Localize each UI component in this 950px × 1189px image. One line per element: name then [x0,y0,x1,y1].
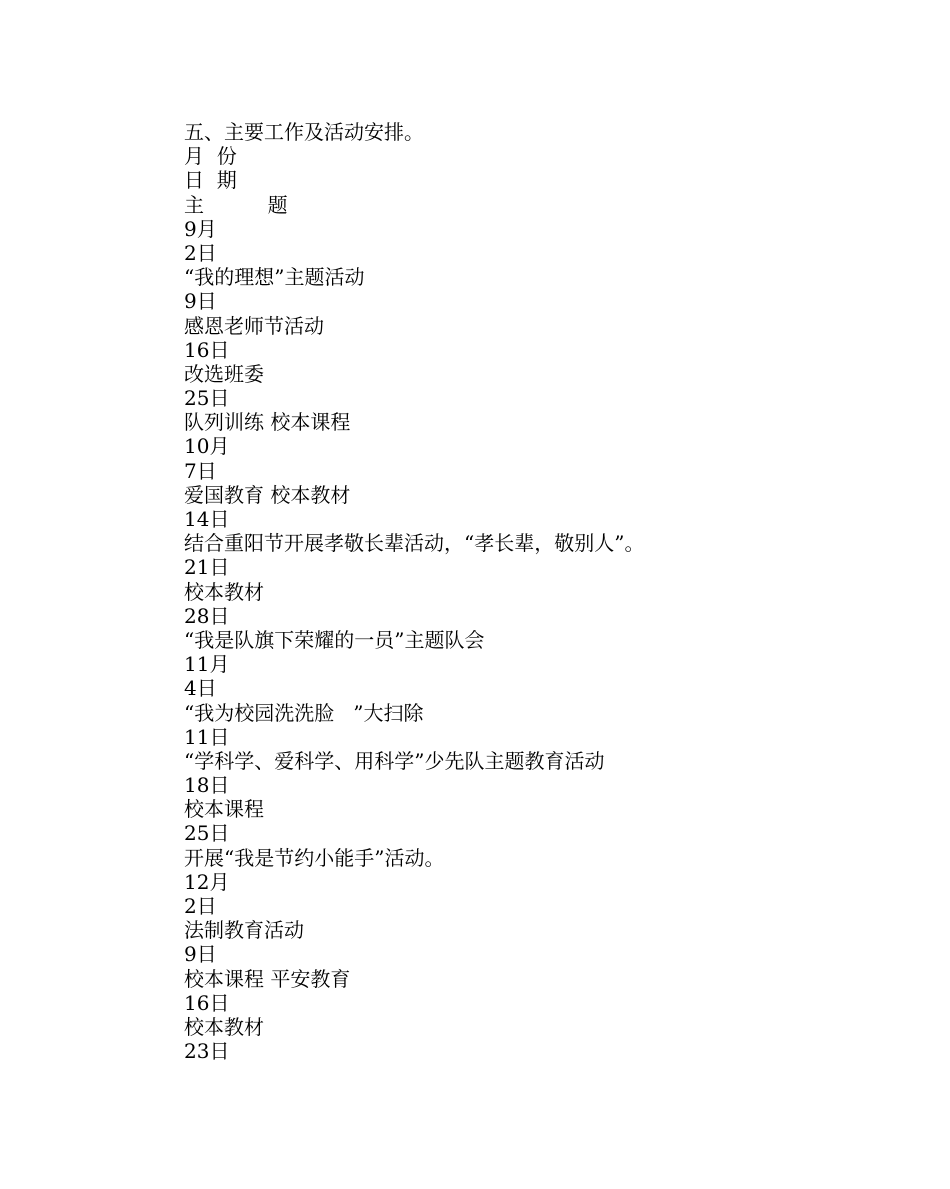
topic-cell: 感恩老师节活动 [184,313,324,338]
topic-cell: 校本教材 [184,579,264,604]
month-label: 12月 [184,869,230,894]
topic-cell: 开展“我是节约小能手”活动。 [184,845,445,870]
topic-cell: 改选班委 [184,361,264,386]
date-cell: 23日 [184,1039,230,1064]
topic-cell: 队列训练 校本课程 [184,410,351,435]
topic-cell: “我的理想”主题活动 [184,265,365,290]
header-date: 日 期 [184,168,237,193]
date-cell: 25日 [184,821,230,846]
topic-cell: 校本课程 平安教育 [184,966,351,991]
document-content [184,120,904,1063]
date-cell: 2日 [184,240,217,265]
date-cell: 11日 [184,724,230,749]
date-cell: 16日 [184,337,230,362]
date-cell: 9日 [184,289,217,314]
header-topic: 主 题 [184,192,288,217]
topic-cell: 校本教材 [184,1014,264,1039]
month-label: 11月 [184,652,230,677]
topic-cell: “我为校园洗洗脸 ”大扫除 [184,700,424,725]
topic-cell: 爱国教育 校本教材 [184,482,351,507]
date-cell: 18日 [184,773,230,798]
topic-cell: “我是队旗下荣耀的一员”主题队会 [184,627,485,652]
topic-cell: 校本课程 [184,797,264,822]
date-cell: 16日 [184,990,230,1015]
header-month: 月 份 [184,144,237,169]
date-cell: 14日 [184,507,230,531]
topic-cell: “学科学、爱科学、用科学”少先队主题教育活动 [184,748,605,773]
date-cell: 4日 [184,676,217,701]
date-cell: 21日 [184,555,230,580]
topic-cell: 结合重阳节开展孝敬长辈活动，“孝长辈，敬别人”。 [184,531,645,556]
section-heading: 五、主要工作及活动安排。 [184,120,424,144]
date-cell: 28日 [184,603,230,628]
date-cell: 7日 [184,458,217,483]
topic-cell: 法制教育活动 [184,918,304,943]
date-cell: 2日 [184,894,217,918]
date-cell: 9日 [184,942,217,967]
date-cell: 25日 [184,386,230,411]
month-label: 9月 [184,216,217,241]
month-label: 10月 [184,434,230,459]
